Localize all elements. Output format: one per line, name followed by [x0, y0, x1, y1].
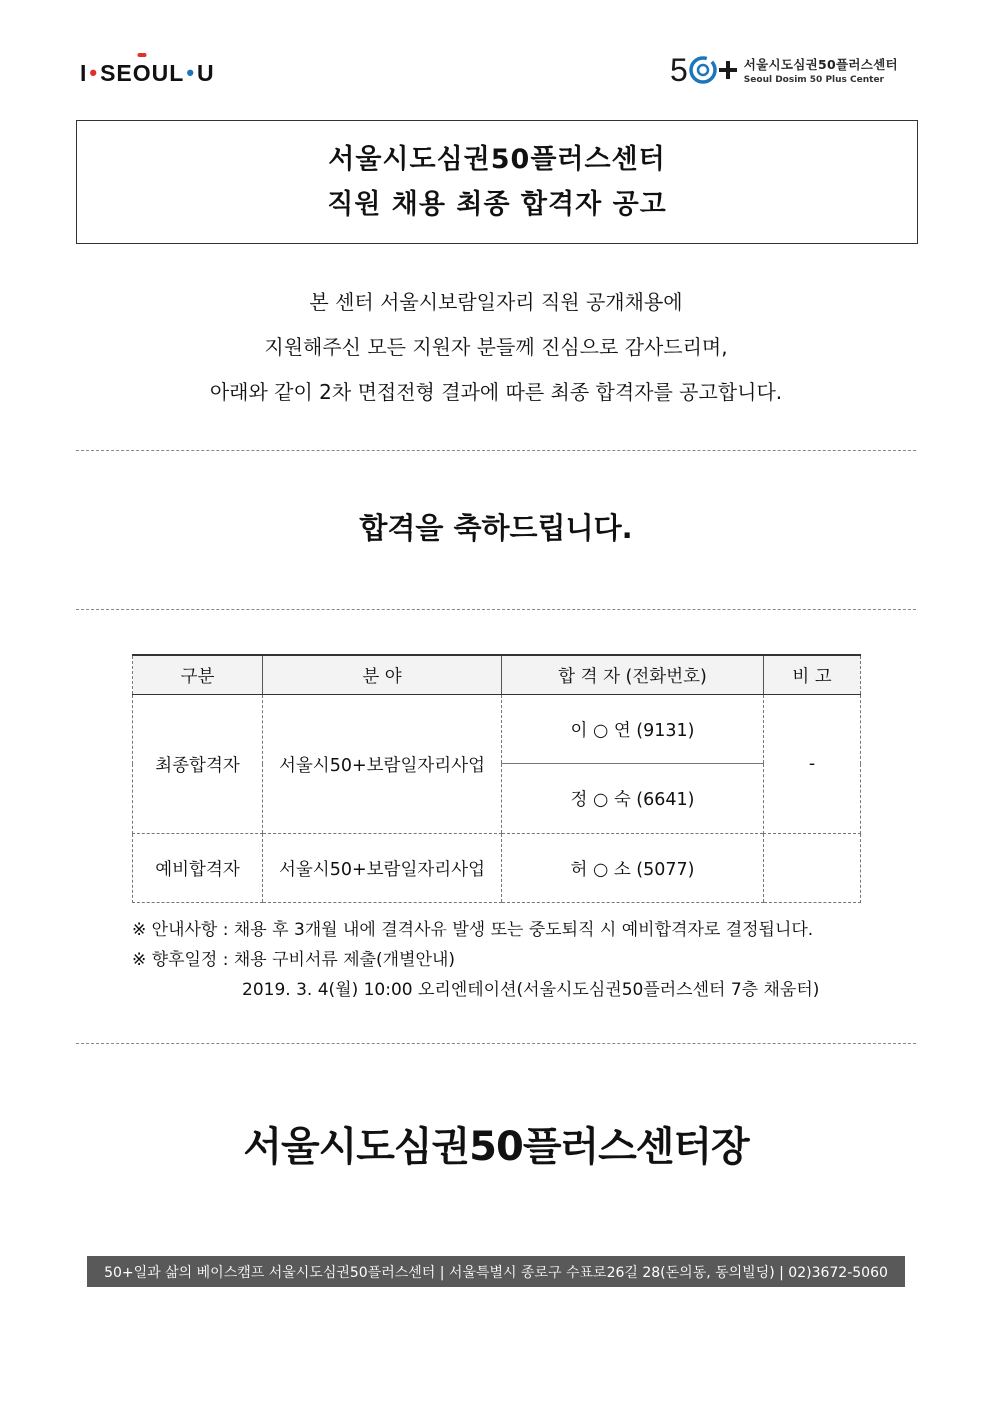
logo-text: UL [151, 59, 185, 86]
intro-line: 지원해주신 모든 지원자 분들께 진심으로 감사드리며, [264, 335, 728, 359]
logo-dot-icon: • [89, 60, 99, 85]
footer-bar [87, 1256, 905, 1287]
divider [76, 450, 916, 451]
table-row [133, 834, 861, 903]
i-seoul-u-logo [80, 58, 215, 88]
fifty-plus-center-logo [670, 50, 898, 90]
divider [76, 609, 916, 610]
intro-line: 본 센터 서울시보람일자리 직원 공개채용에 [309, 290, 683, 314]
logo-plus-icon [718, 60, 738, 80]
cell-category: 예비합격자 [133, 834, 263, 903]
notes [132, 915, 819, 1005]
logo-number: 5 [670, 52, 688, 88]
logo-name-ko: 서울시도심권50플러스센터 [743, 57, 898, 72]
cell-category: 최종합격자 [133, 695, 263, 834]
cell-person: 정 ○ 숙 (6641) [502, 764, 764, 834]
cell-person: 허 ○ 소 (5077) [502, 834, 764, 903]
note-line: 2019. 3. 4(월) 10:00 오리엔테이션(서울시도심권50플러스센터 7층 채움터) [242, 980, 820, 1000]
header-category: 구분 [133, 655, 263, 695]
title-box [76, 120, 918, 244]
note-line: ※ 향후일정 : 채용 구비서류 제출(개별안내) [132, 950, 456, 970]
table-row [133, 695, 861, 764]
note-line: ※ 안내사항 : 채용 후 3개월 내에 결격사유 발생 또는 중도퇴직 시 예비합격자로 결정됩니다. [132, 920, 814, 940]
footer-text: 50+일과 삶의 베이스캠프 서울시도심권50플러스센터 | 서울특별시 종로구 수표로26길 28(돈의동, 동의빌딩) | 02)3672-5060 [104, 1264, 888, 1281]
page-subtitle: 직원 채용 최종 합격자 공고 [327, 189, 667, 220]
cell-field: 서울시50+보람일자리사업 [263, 834, 502, 903]
congrats-heading: 합격을 축하드립니다. [359, 511, 633, 545]
logo-o [133, 60, 152, 87]
logo-accent-icon [138, 53, 147, 57]
logo-text: SE [100, 59, 133, 86]
logo-text: U [197, 59, 215, 86]
cell-note: - [764, 695, 861, 834]
header-field: 분 야 [263, 655, 502, 695]
intro-paragraph [76, 280, 916, 415]
cell-note [764, 834, 861, 903]
logo-text: I [80, 59, 88, 86]
page-title: 서울시도심권50플러스센터 [328, 144, 666, 175]
logo-name-en: Seoul Dosim 50 Plus Center [743, 75, 884, 85]
signature: 서울시도심권50플러스센터장 [243, 1124, 749, 1170]
cell-field: 서울시50+보람일자리사업 [263, 695, 502, 834]
logo-circle-icon [688, 55, 718, 85]
header-person: 합 격 자 (전화번호) [502, 655, 764, 695]
logo-text: O [132, 59, 152, 86]
header-note: 비 고 [764, 655, 861, 695]
results-table [132, 654, 861, 903]
intro-line: 아래와 같이 2차 면접전형 결과에 따른 최종 합격자를 공고합니다. [209, 380, 783, 404]
table-header-row [133, 655, 861, 695]
divider [76, 1043, 916, 1044]
cell-person: 이 ○ 연 (9131) [502, 695, 764, 764]
logo-dot-icon: • [186, 60, 196, 85]
